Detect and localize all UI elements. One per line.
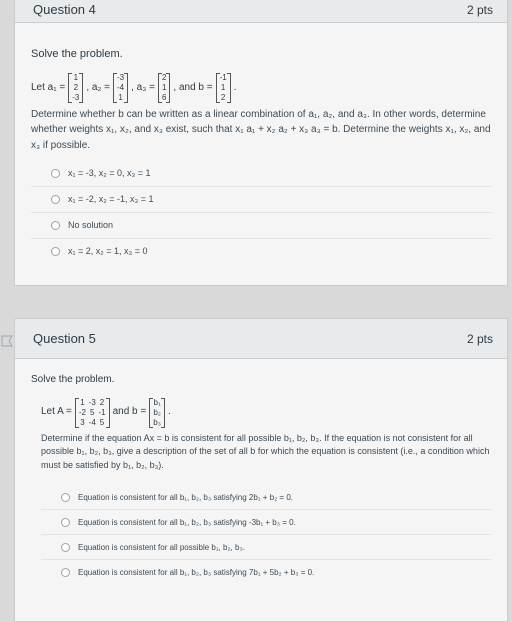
question-4-points: 2 pts bbox=[466, 2, 493, 17]
vector-a2: -3 -4 1 bbox=[113, 73, 128, 103]
question-5-header bbox=[15, 319, 507, 359]
question-4-text: Determine whether b can be written as a linear combination of a₁, a₂, and a₃. In other words, determine whether weights x₁, x₂, and x₃ exist, such that x₁ a₁ + x₂ a₂ + x₃ a₃ = b. Determine the weights x₁, x₂, and x₃ if possible. bbox=[31, 108, 491, 151]
radio-button[interactable] bbox=[51, 247, 60, 256]
question-5-text: Determine if the equation Ax = b is consistent for all possible b₁, b₂, b₃. If the equation is not consistent for all possible b₁, b₂, b₃, give a description of the set of all b for which the equation is consistent (i.e., a condition which must be satisfied by b₁, b₂, b₃). bbox=[41, 432, 490, 471]
vector-a3: 2 1 6 bbox=[158, 73, 170, 103]
and-b-label: , and b = bbox=[173, 81, 213, 93]
answer-option[interactable]: x₁ = -3, x₂ = 0, x₃ = 1 bbox=[31, 161, 491, 186]
answer-option[interactable]: Equation is consistent for all possible b₁, b₂, b₃. bbox=[41, 534, 491, 559]
let-a-label: Let A = bbox=[41, 406, 72, 418]
answer-option[interactable]: No solution bbox=[31, 212, 491, 238]
question-5-instruction: Solve the problem. bbox=[31, 374, 115, 385]
question-5-matrix-line: Let A = 1 -3 2 -2 5 -1 3 -4 5 and b = b₁ b₂ b₃ . bbox=[41, 397, 171, 427]
and-b-label: and b = bbox=[112, 406, 147, 418]
let-a1-label: Let a₁ = bbox=[31, 81, 66, 93]
question-4-card bbox=[14, 0, 508, 286]
radio-button[interactable] bbox=[51, 169, 60, 178]
answer-option[interactable]: Equation is consistent for all b₁, b₂, b₃ satisfying 7b₁ + 5b₂ + b₃ = 0. bbox=[41, 559, 491, 584]
vector-b: b₁ b₂ b₃ bbox=[149, 398, 165, 428]
question-4-options bbox=[31, 161, 491, 264]
question-4-vectors: Let a₁ = 1 2 -3 , a₂ = -3 -4 1 , a₃ = 2 1 6 , and b = -1 1 2 . bbox=[31, 72, 237, 102]
radio-button[interactable] bbox=[61, 493, 70, 502]
flag-question-icon[interactable] bbox=[0, 334, 14, 348]
question-5-points: 2 pts bbox=[466, 331, 493, 346]
question-4-instruction: Solve the problem. bbox=[31, 48, 123, 60]
vector-b: -1 1 2 bbox=[216, 73, 231, 103]
radio-button[interactable] bbox=[51, 195, 60, 204]
question-5-title: Question 5 bbox=[33, 331, 96, 346]
question-4-header bbox=[15, 0, 507, 23]
radio-button[interactable] bbox=[61, 568, 70, 577]
radio-button[interactable] bbox=[61, 543, 70, 552]
answer-option[interactable]: x₁ = 2, x₂ = 1, x₃ = 0 bbox=[31, 238, 491, 264]
radio-button[interactable] bbox=[51, 221, 60, 230]
matrix-a: 1 -3 2 -2 5 -1 3 -4 5 bbox=[75, 398, 110, 428]
answer-option[interactable]: Equation is consistent for all b₁, b₂, b₃ satisfying -3b₁ + b₃ = 0. bbox=[41, 509, 491, 534]
question-5-body bbox=[15, 359, 507, 584]
question-5-card bbox=[14, 318, 508, 622]
answer-option[interactable]: x₁ = -2, x₂ = -1, x₃ = 1 bbox=[31, 186, 491, 212]
question-4-body bbox=[15, 23, 507, 264]
vector-a1: 1 2 -3 bbox=[68, 73, 83, 103]
question-5-options bbox=[41, 485, 491, 584]
radio-button[interactable] bbox=[61, 518, 70, 527]
answer-option[interactable]: Equation is consistent for all b₁, b₂, b₃ satisfying 2b₁ + b₂ = 0. bbox=[41, 485, 491, 509]
question-4-title: Question 4 bbox=[33, 2, 96, 17]
